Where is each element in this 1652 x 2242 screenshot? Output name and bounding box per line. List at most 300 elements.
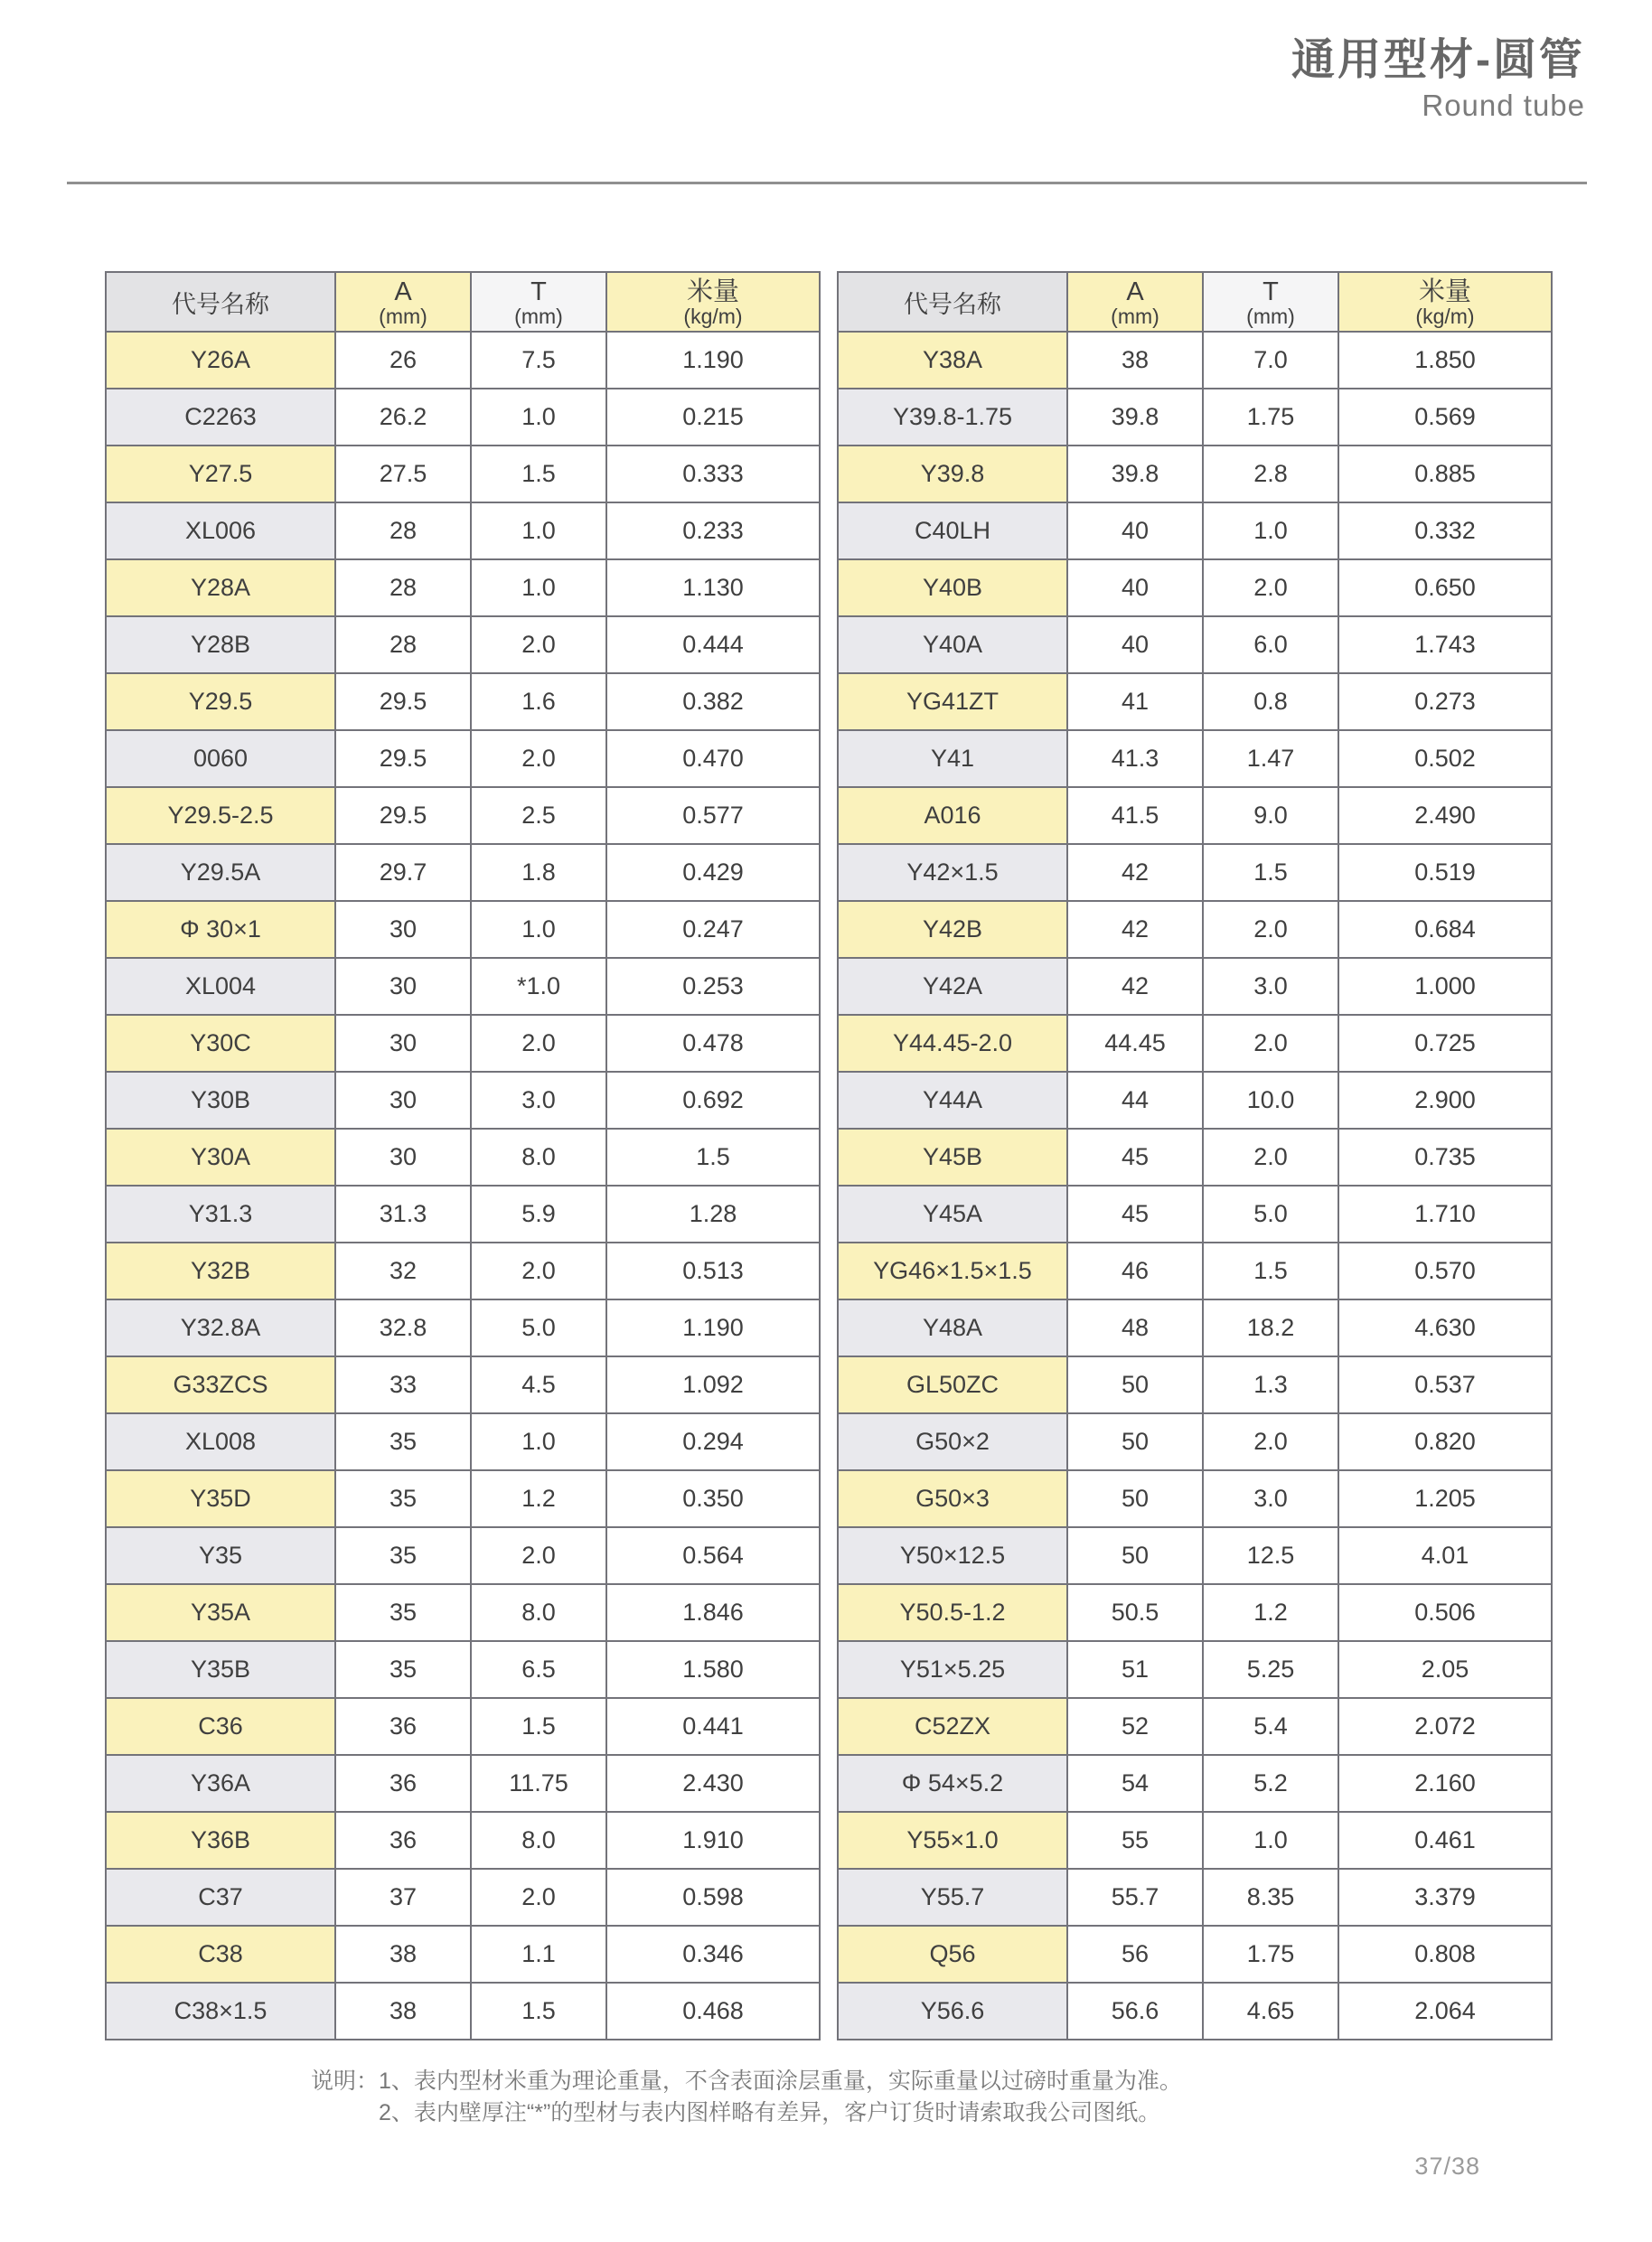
a-mm-cell: 48 [1067, 1299, 1203, 1356]
profile-code-cell: Y38A [838, 332, 1067, 389]
profile-code-cell: GL50ZC [838, 1356, 1067, 1413]
table-row [838, 559, 1552, 616]
a-mm-cell: 37 [335, 1869, 471, 1926]
t-mm-cell: 7.5 [471, 332, 606, 389]
t-mm-cell: 1.5 [1203, 844, 1338, 901]
profile-code-cell: C38 [106, 1926, 335, 1983]
t-mm-cell: 2.0 [471, 616, 606, 673]
t-mm-cell: 2.0 [471, 730, 606, 787]
a-mm-cell: 35 [335, 1641, 471, 1698]
profile-code-cell: Y55×1.0 [838, 1812, 1067, 1869]
t-mm-cell: 1.2 [471, 1470, 606, 1527]
a-mm-cell: 38 [1067, 332, 1203, 389]
table-row [106, 844, 820, 901]
footnotes [311, 2066, 1182, 2128]
a-mm-cell: 26 [335, 332, 471, 389]
header-t-unit: (mm) [1246, 305, 1295, 329]
a-mm-cell: 42 [1067, 958, 1203, 1015]
t-mm-cell: 2.0 [471, 1015, 606, 1072]
weight-cell: 1.092 [606, 1356, 820, 1413]
t-mm-cell: 4.65 [1203, 1983, 1338, 2040]
header-a-mm [1067, 272, 1203, 332]
weight-cell: 0.820 [1338, 1413, 1552, 1470]
table-row [106, 730, 820, 787]
profile-code-cell: Y35D [106, 1470, 335, 1527]
t-mm-cell: 6.0 [1203, 616, 1338, 673]
t-mm-cell: 4.5 [471, 1356, 606, 1413]
a-mm-cell: 28 [335, 559, 471, 616]
weight-cell: 1.846 [606, 1584, 820, 1641]
a-mm-cell: 56 [1067, 1926, 1203, 1983]
profile-code-cell: Y41 [838, 730, 1067, 787]
table-row [838, 1755, 1552, 1812]
table-row [838, 1015, 1552, 1072]
table-row [838, 446, 1552, 502]
table-row [106, 787, 820, 844]
a-mm-cell: 33 [335, 1356, 471, 1413]
table-row [106, 1527, 820, 1584]
table-row [106, 1641, 820, 1698]
t-mm-cell: 1.5 [471, 446, 606, 502]
a-mm-cell: 40 [1067, 502, 1203, 559]
header-weight [606, 272, 820, 332]
weight-cell: 0.684 [1338, 901, 1552, 958]
a-mm-cell: 35 [335, 1527, 471, 1584]
profile-code-cell: Y31.3 [106, 1186, 335, 1243]
weight-cell: 0.346 [606, 1926, 820, 1983]
header-weight-unit: (kg/m) [1415, 305, 1475, 329]
header-weight [1338, 272, 1552, 332]
table-row [838, 332, 1552, 389]
t-mm-cell: 0.8 [1203, 673, 1338, 730]
weight-cell: 0.564 [606, 1527, 820, 1584]
profile-code-cell: Y26A [106, 332, 335, 389]
profile-code-cell: XL008 [106, 1413, 335, 1470]
a-mm-cell: 30 [335, 901, 471, 958]
profile-code-cell: XL006 [106, 502, 335, 559]
weight-cell: 0.692 [606, 1072, 820, 1129]
a-mm-cell: 36 [335, 1755, 471, 1812]
profile-code-cell: XL004 [106, 958, 335, 1015]
profile-code-cell: YG41ZT [838, 673, 1067, 730]
table-row [106, 901, 820, 958]
t-mm-cell: 2.0 [1203, 1129, 1338, 1186]
table-row [106, 1470, 820, 1527]
table-row [838, 1641, 1552, 1698]
header-t-mm [471, 272, 606, 332]
profile-code-cell: Y28B [106, 616, 335, 673]
t-mm-cell: 8.0 [471, 1129, 606, 1186]
table-row [106, 1869, 820, 1926]
table-row [838, 1072, 1552, 1129]
profile-code-cell: Y55.7 [838, 1869, 1067, 1926]
table-row [106, 1356, 820, 1413]
table-row [838, 389, 1552, 446]
weight-cell: 2.160 [1338, 1755, 1552, 1812]
weight-cell: 0.382 [606, 673, 820, 730]
table-row [106, 958, 820, 1015]
t-mm-cell: 1.75 [1203, 1926, 1338, 1983]
a-mm-cell: 36 [335, 1812, 471, 1869]
profile-code-cell: C40LH [838, 502, 1067, 559]
t-mm-cell: 1.2 [1203, 1584, 1338, 1641]
table-row [106, 616, 820, 673]
profile-code-cell: Y29.5A [106, 844, 335, 901]
header-row [838, 272, 1552, 332]
table-row [838, 1698, 1552, 1755]
weight-cell: 4.630 [1338, 1299, 1552, 1356]
table-row [106, 1584, 820, 1641]
weight-cell: 0.441 [606, 1698, 820, 1755]
a-mm-cell: 52 [1067, 1698, 1203, 1755]
t-mm-cell: 2.0 [1203, 901, 1338, 958]
weight-cell: 1.190 [606, 332, 820, 389]
table-row [838, 1983, 1552, 2040]
profile-code-cell: Y35B [106, 1641, 335, 1698]
t-mm-cell: 1.0 [471, 502, 606, 559]
header-a-mm [335, 272, 471, 332]
table-row [838, 673, 1552, 730]
profile-code-cell: Y51×5.25 [838, 1641, 1067, 1698]
table-row [106, 1926, 820, 1983]
t-mm-cell: 1.0 [471, 559, 606, 616]
profile-code-cell: Y45B [838, 1129, 1067, 1186]
table-row [106, 332, 820, 389]
profile-code-cell: Y36B [106, 1812, 335, 1869]
profile-code-cell: C36 [106, 1698, 335, 1755]
table-row [838, 1527, 1552, 1584]
a-mm-cell: 36 [335, 1698, 471, 1755]
weight-cell: 1.205 [1338, 1470, 1552, 1527]
weight-cell: 0.598 [606, 1869, 820, 1926]
a-mm-cell: 35 [335, 1584, 471, 1641]
table-row [106, 1698, 820, 1755]
header-weight-label: 米量 [686, 277, 739, 306]
profile-code-cell: Y35 [106, 1527, 335, 1584]
a-mm-cell: 42 [1067, 844, 1203, 901]
a-mm-cell: 40 [1067, 559, 1203, 616]
header-t-label: T [1262, 277, 1279, 306]
a-mm-cell: 38 [335, 1983, 471, 2040]
weight-cell: 0.429 [606, 844, 820, 901]
weight-cell: 0.513 [606, 1243, 820, 1299]
a-mm-cell: 30 [335, 1072, 471, 1129]
table-row [106, 1755, 820, 1812]
header-weight-label: 米量 [1418, 277, 1471, 306]
weight-cell: 0.506 [1338, 1584, 1552, 1641]
table-row [838, 901, 1552, 958]
weight-cell: 0.808 [1338, 1926, 1552, 1983]
weight-cell: 0.519 [1338, 844, 1552, 901]
a-mm-cell: 26.2 [335, 389, 471, 446]
t-mm-cell: 5.4 [1203, 1698, 1338, 1755]
a-mm-cell: 30 [335, 1129, 471, 1186]
profile-code-cell: A016 [838, 787, 1067, 844]
table-row [106, 502, 820, 559]
t-mm-cell: 9.0 [1203, 787, 1338, 844]
header-t-label: T [530, 277, 547, 306]
profile-code-cell: Φ 30×1 [106, 901, 335, 958]
profile-code-cell: Y56.6 [838, 1983, 1067, 2040]
table-row [106, 1299, 820, 1356]
left-table-body [106, 332, 820, 2040]
table-row [106, 1812, 820, 1869]
a-mm-cell: 46 [1067, 1243, 1203, 1299]
weight-cell: 0.233 [606, 502, 820, 559]
t-mm-cell: 2.0 [1203, 1015, 1338, 1072]
header-code-name: 代号名称 [106, 272, 335, 332]
weight-cell: 1.743 [1338, 616, 1552, 673]
a-mm-cell: 39.8 [1067, 389, 1203, 446]
profile-code-cell: Y30B [106, 1072, 335, 1129]
t-mm-cell: 2.5 [471, 787, 606, 844]
spec-tables [105, 271, 1553, 2040]
a-mm-cell: 32.8 [335, 1299, 471, 1356]
table-row [106, 1015, 820, 1072]
weight-cell: 0.502 [1338, 730, 1552, 787]
weight-cell: 2.072 [1338, 1698, 1552, 1755]
a-mm-cell: 50.5 [1067, 1584, 1203, 1641]
table-row [838, 616, 1552, 673]
t-mm-cell: 8.0 [471, 1812, 606, 1869]
profile-code-cell: Y29.5 [106, 673, 335, 730]
t-mm-cell: 3.0 [471, 1072, 606, 1129]
weight-cell: 1.710 [1338, 1186, 1552, 1243]
t-mm-cell: 1.5 [471, 1698, 606, 1755]
t-mm-cell: 1.3 [1203, 1356, 1338, 1413]
t-mm-cell: 1.1 [471, 1926, 606, 1983]
weight-cell: 1.130 [606, 559, 820, 616]
profile-code-cell: C38×1.5 [106, 1983, 335, 2040]
t-mm-cell: 1.47 [1203, 730, 1338, 787]
t-mm-cell: 2.0 [471, 1527, 606, 1584]
table-row [838, 787, 1552, 844]
weight-cell: 1.850 [1338, 332, 1552, 389]
a-mm-cell: 35 [335, 1413, 471, 1470]
header-row [106, 272, 820, 332]
weight-cell: 0.470 [606, 730, 820, 787]
t-mm-cell: 10.0 [1203, 1072, 1338, 1129]
a-mm-cell: 44.45 [1067, 1015, 1203, 1072]
table-row [838, 1869, 1552, 1926]
profile-code-cell: Y42A [838, 958, 1067, 1015]
a-mm-cell: 29.5 [335, 730, 471, 787]
header-a-label: A [1126, 277, 1144, 306]
profile-code-cell: G33ZCS [106, 1356, 335, 1413]
profile-code-cell: 0060 [106, 730, 335, 787]
a-mm-cell: 54 [1067, 1755, 1203, 1812]
profile-code-cell: G50×2 [838, 1413, 1067, 1470]
a-mm-cell: 29.5 [335, 787, 471, 844]
table-row [838, 958, 1552, 1015]
weight-cell: 0.650 [1338, 559, 1552, 616]
weight-cell: 0.577 [606, 787, 820, 844]
profile-code-cell: Y28A [106, 559, 335, 616]
profile-code-cell: Y35A [106, 1584, 335, 1641]
profile-code-cell: Y30A [106, 1129, 335, 1186]
note-line-2: 2、表内壁厚注“*”的型材与表内图样略有差异，客户订货时请索取我公司图纸。 [379, 2099, 1161, 2125]
t-mm-cell: 1.75 [1203, 389, 1338, 446]
a-mm-cell: 50 [1067, 1527, 1203, 1584]
a-mm-cell: 38 [335, 1926, 471, 1983]
notes-label: 说明： [311, 2068, 380, 2094]
table-row [106, 1243, 820, 1299]
profile-code-cell: Y50.5-1.2 [838, 1584, 1067, 1641]
a-mm-cell: 32 [335, 1243, 471, 1299]
t-mm-cell: 5.9 [471, 1186, 606, 1243]
a-mm-cell: 50 [1067, 1470, 1203, 1527]
t-mm-cell: 1.0 [1203, 502, 1338, 559]
header-code-name: 代号名称 [838, 272, 1067, 332]
weight-cell: 0.885 [1338, 446, 1552, 502]
a-mm-cell: 28 [335, 616, 471, 673]
a-mm-cell: 41.3 [1067, 730, 1203, 787]
table-row [106, 1413, 820, 1470]
weight-cell: 1.28 [606, 1186, 820, 1243]
t-mm-cell: 12.5 [1203, 1527, 1338, 1584]
table-row [106, 673, 820, 730]
a-mm-cell: 45 [1067, 1186, 1203, 1243]
profile-code-cell: Y42×1.5 [838, 844, 1067, 901]
profile-code-cell: Y30C [106, 1015, 335, 1072]
weight-cell: 0.725 [1338, 1015, 1552, 1072]
weight-cell: 1.580 [606, 1641, 820, 1698]
profile-code-cell: Y44A [838, 1072, 1067, 1129]
header-a-label: A [394, 277, 412, 306]
t-mm-cell: 1.6 [471, 673, 606, 730]
table-row [106, 1186, 820, 1243]
table-row [106, 1983, 820, 2040]
table-row [838, 1812, 1552, 1869]
page-number: 37/38 [1414, 2153, 1480, 2180]
a-mm-cell: 29.5 [335, 673, 471, 730]
weight-cell: 0.478 [606, 1015, 820, 1072]
a-mm-cell: 28 [335, 502, 471, 559]
header-a-unit: (mm) [1111, 305, 1159, 329]
profile-code-cell: Y44.45-2.0 [838, 1015, 1067, 1072]
weight-cell: 0.333 [606, 446, 820, 502]
t-mm-cell: 8.35 [1203, 1869, 1338, 1926]
table-row [838, 1129, 1552, 1186]
weight-cell: 1.190 [606, 1299, 820, 1356]
weight-cell: 3.379 [1338, 1869, 1552, 1926]
a-mm-cell: 55.7 [1067, 1869, 1203, 1926]
t-mm-cell: 3.0 [1203, 1470, 1338, 1527]
table-row [838, 730, 1552, 787]
table-row [838, 502, 1552, 559]
table-row [838, 1186, 1552, 1243]
a-mm-cell: 55 [1067, 1812, 1203, 1869]
t-mm-cell: 6.5 [471, 1641, 606, 1698]
table-row [838, 844, 1552, 901]
weight-cell: 0.569 [1338, 389, 1552, 446]
profile-code-cell: Y50×12.5 [838, 1527, 1067, 1584]
profile-code-cell: C2263 [106, 389, 335, 446]
table-row [106, 1072, 820, 1129]
a-mm-cell: 41.5 [1067, 787, 1203, 844]
t-mm-cell: 2.0 [1203, 1413, 1338, 1470]
profile-code-cell: Y39.8 [838, 446, 1067, 502]
t-mm-cell: 8.0 [471, 1584, 606, 1641]
weight-cell: 0.468 [606, 1983, 820, 2040]
a-mm-cell: 41 [1067, 673, 1203, 730]
profile-code-cell: Y36A [106, 1755, 335, 1812]
t-mm-cell: 5.2 [1203, 1755, 1338, 1812]
title-divider [67, 182, 1587, 184]
weight-cell: 0.294 [606, 1413, 820, 1470]
spec-table-right [837, 271, 1553, 2040]
profile-code-cell: Y27.5 [106, 446, 335, 502]
t-mm-cell: 1.0 [471, 901, 606, 958]
right-table-body [838, 332, 1552, 2040]
a-mm-cell: 30 [335, 958, 471, 1015]
t-mm-cell: 5.25 [1203, 1641, 1338, 1698]
title-block [1291, 34, 1585, 123]
t-mm-cell: 7.0 [1203, 332, 1338, 389]
weight-cell: 0.215 [606, 389, 820, 446]
profile-code-cell: YG46×1.5×1.5 [838, 1243, 1067, 1299]
header-t-mm [1203, 272, 1338, 332]
profile-code-cell: Y48A [838, 1299, 1067, 1356]
note-line-1: 1、表内型材米重为理论重量，不含表面涂层重量，实际重量以过磅时重量为准。 [379, 2068, 1182, 2094]
table-row [838, 1584, 1552, 1641]
profile-code-cell: Y40A [838, 616, 1067, 673]
table-row [838, 1413, 1552, 1470]
table-row [106, 389, 820, 446]
table-row [838, 1243, 1552, 1299]
table-row [106, 559, 820, 616]
weight-cell: 0.735 [1338, 1129, 1552, 1186]
a-mm-cell: 44 [1067, 1072, 1203, 1129]
weight-cell: 1.5 [606, 1129, 820, 1186]
weight-cell: 2.064 [1338, 1983, 1552, 2040]
profile-code-cell: Y45A [838, 1186, 1067, 1243]
t-mm-cell: 1.0 [1203, 1812, 1338, 1869]
profile-code-cell: Y39.8-1.75 [838, 389, 1067, 446]
header-weight-unit: (kg/m) [683, 305, 743, 329]
t-mm-cell: 1.8 [471, 844, 606, 901]
table-row [106, 1129, 820, 1186]
a-mm-cell: 45 [1067, 1129, 1203, 1186]
profile-code-cell: Y32.8A [106, 1299, 335, 1356]
weight-cell: 0.444 [606, 616, 820, 673]
a-mm-cell: 31.3 [335, 1186, 471, 1243]
t-mm-cell: 2.0 [471, 1243, 606, 1299]
a-mm-cell: 50 [1067, 1413, 1203, 1470]
weight-cell: 0.273 [1338, 673, 1552, 730]
t-mm-cell: 11.75 [471, 1755, 606, 1812]
a-mm-cell: 29.7 [335, 844, 471, 901]
page-subtitle: Round tube [1422, 88, 1585, 122]
profile-code-cell: Φ 54×5.2 [838, 1755, 1067, 1812]
a-mm-cell: 40 [1067, 616, 1203, 673]
t-mm-cell: 2.0 [1203, 559, 1338, 616]
t-mm-cell: 5.0 [471, 1299, 606, 1356]
t-mm-cell: 2.8 [1203, 446, 1338, 502]
weight-cell: 1.910 [606, 1812, 820, 1869]
weight-cell: 0.461 [1338, 1812, 1552, 1869]
t-mm-cell: 1.0 [471, 389, 606, 446]
t-mm-cell: 1.5 [1203, 1243, 1338, 1299]
t-mm-cell: 18.2 [1203, 1299, 1338, 1356]
t-mm-cell: 1.0 [471, 1413, 606, 1470]
weight-cell: 4.01 [1338, 1527, 1552, 1584]
weight-cell: 0.247 [606, 901, 820, 958]
profile-code-cell: Y32B [106, 1243, 335, 1299]
a-mm-cell: 56.6 [1067, 1983, 1203, 2040]
profile-code-cell: Y29.5-2.5 [106, 787, 335, 844]
weight-cell: 0.332 [1338, 502, 1552, 559]
